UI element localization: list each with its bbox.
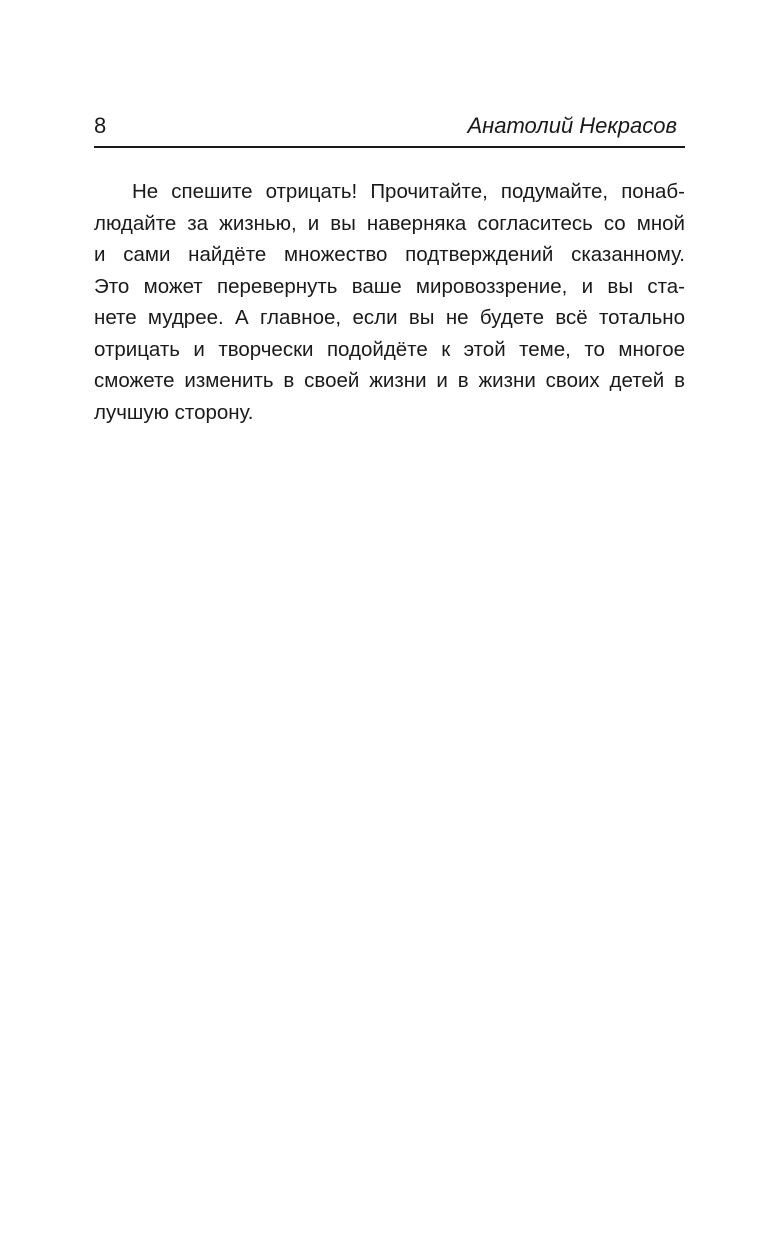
page-number: 8 bbox=[94, 113, 107, 138]
text-line: Не спешите отрицать! Прочитайте, подумайте, понаб- bbox=[132, 180, 685, 203]
text-line: отрицать и творчески подойдёте к этой теме, то многое bbox=[94, 337, 685, 361]
text-line: и сами найдёте множество подтверждений сказанному. bbox=[94, 243, 685, 266]
text-line: людайте за жизнью, и вы наверняка согласитесь со мной bbox=[94, 211, 685, 235]
running-header bbox=[94, 112, 685, 148]
text-line: сможете изменить в своей жизни и в жизни своих детей в bbox=[94, 369, 685, 392]
running-title-author: Анатолий Некрасов bbox=[467, 113, 677, 138]
text-line: лучшую сторону. bbox=[94, 400, 254, 424]
body-paragraph bbox=[94, 176, 685, 428]
text-line: Это может перевернуть ваше мировоззрение, и вы ста- bbox=[94, 274, 685, 298]
text-line: нете мудрее. А главное, если вы не будете всё тотально bbox=[94, 306, 685, 329]
